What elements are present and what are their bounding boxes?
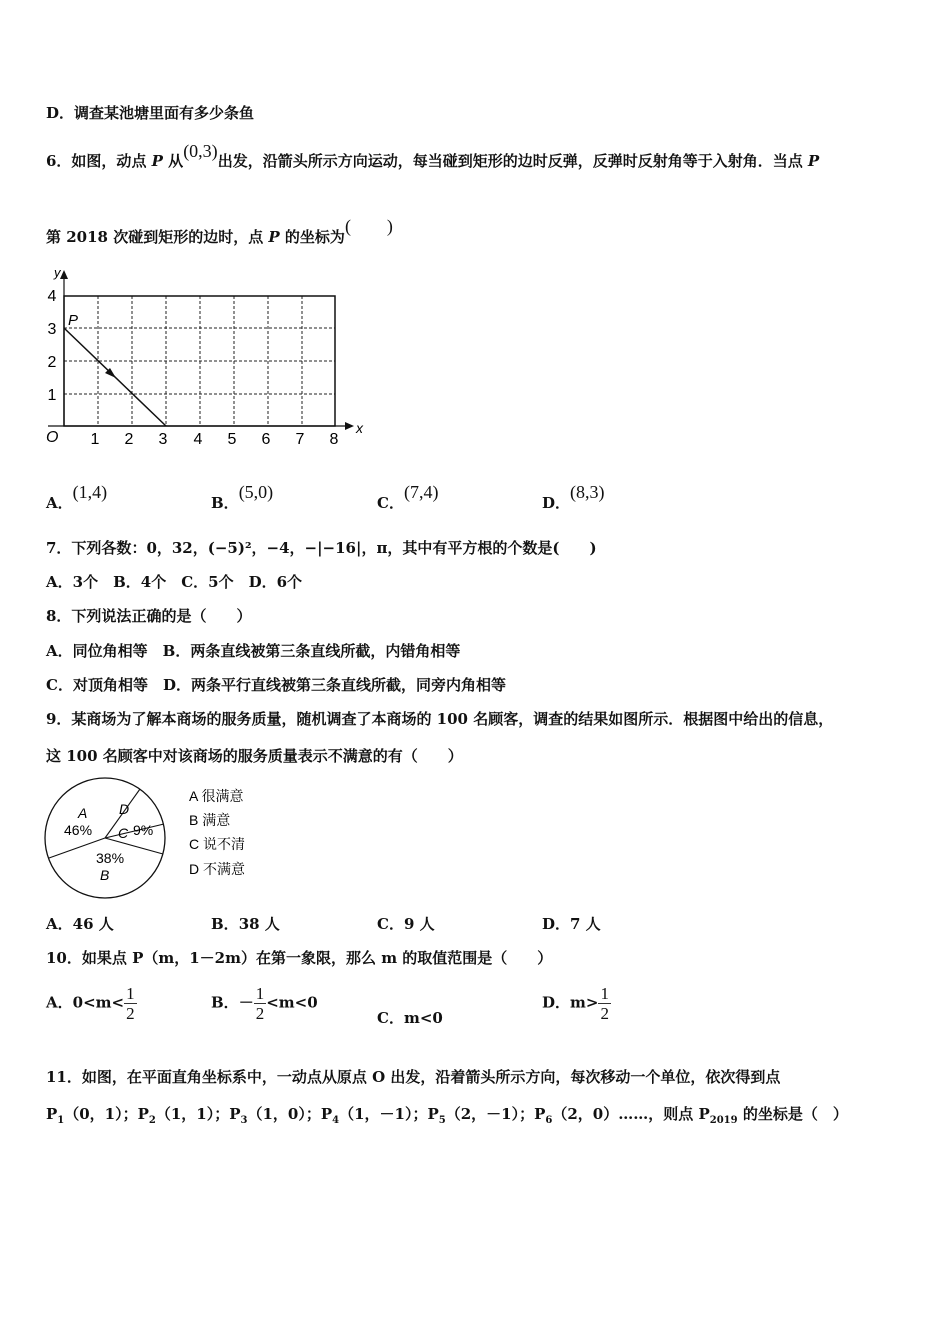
q6-blank-paren: ( ) bbox=[344, 216, 393, 236]
q6-point-p: P bbox=[151, 152, 163, 170]
q11-point-1: $P_1(0$，1）； bbox=[46, 1105, 138, 1126]
q5-option-d: D．调查某池塘里面有多少条鱼 bbox=[46, 104, 255, 122]
q11-stem-line2: $P_1(0$，1）；$P_2(1$，1）；$P_3(1$，0）；$P_4(1$，－1）；$P_5(2$，－1）；$P_6(2$，0）……，则点 $P_{2019}$ 的坐标是（ ） bbox=[46, 1105, 848, 1126]
q11-point-5: $P_5(2$，－1）； bbox=[427, 1105, 535, 1126]
q8-stem: 8．下列说法正确的是（ ） bbox=[46, 607, 252, 625]
q6-option-b: B．(5,0) bbox=[211, 482, 274, 512]
q6-y-arrow-icon bbox=[60, 270, 68, 279]
q6-x-tick-8: 8 bbox=[329, 431, 339, 448]
q9-stem-line1: 9．某商场为了解本商场的服务质量，随机调查了本商场的 100 名顾客，调查的结果如图所示．根据图中给出的信息， bbox=[46, 710, 834, 728]
q9-stem-line2: 这 100 名顾客中对该商场的服务质量表示不满意的有（ ） bbox=[46, 747, 463, 765]
q6-option-d: D．(8,3) bbox=[542, 482, 605, 512]
q9-option-d: D．7 人 bbox=[542, 915, 601, 933]
q7-stem: 7．下列各数：0，32，(−5)²，−4，−|−16|，π，其中有平方根的个数是( ) bbox=[46, 539, 597, 557]
q9-option-a: A．46 人 bbox=[46, 915, 114, 933]
q9-pie-figure bbox=[40, 776, 280, 902]
q6-x-tick-2: 2 bbox=[124, 431, 134, 448]
q6-option-a: A．(1,4) bbox=[46, 482, 108, 512]
q6-y-tick-1: 1 bbox=[47, 387, 57, 404]
q6-y-tick-4: 4 bbox=[47, 288, 57, 305]
q6-x-tick-1: 1 bbox=[90, 431, 100, 448]
q6-stem-line2 bbox=[46, 216, 393, 247]
q9-legend-d: D 不满意 bbox=[189, 861, 245, 877]
q6-y-label: y bbox=[54, 265, 61, 280]
q10-frac-b: $\frac{1}{2}$ bbox=[255, 984, 265, 1023]
q6-start-coord: (0,3) bbox=[183, 141, 218, 161]
q6-x-arrow-icon bbox=[345, 422, 354, 430]
q9-label-d: D bbox=[119, 801, 130, 817]
q9-legend-a: A 很满意 bbox=[189, 788, 244, 804]
q9-legend-c: C 说不清 bbox=[189, 836, 245, 852]
q7-options: A．3个 B．4个 C．5个 D．6个 bbox=[46, 573, 303, 591]
q9-pct-b: 38% bbox=[96, 850, 125, 866]
q8-options-row2: C．对顶角相等 D．两条平行直线被第三条直线所截，同旁内角相等 bbox=[46, 676, 506, 694]
q9-option-b: B．38 人 bbox=[211, 915, 280, 933]
q10-frac-a: $\frac{1}{2}$ bbox=[126, 984, 135, 1023]
q6-y-ticks bbox=[48, 288, 57, 404]
q9-label-a: A bbox=[78, 805, 88, 821]
q11-stem-line1: 11．如图，在平面直角坐标系中，一动点从原点 O 出发，沿着箭头所示方向，每次移动一个单位，依次得到点 bbox=[46, 1068, 781, 1086]
q6-point-p2: P bbox=[807, 152, 820, 170]
q6-from: 从 bbox=[162, 152, 184, 170]
q6-p-label: P bbox=[68, 312, 79, 329]
q6-x-tick-6: 6 bbox=[261, 431, 271, 448]
q10-frac-d: $\frac{1}{2}$ bbox=[600, 984, 609, 1023]
q9-pct-a: 46% bbox=[64, 822, 93, 838]
q6-rest: 出发，沿箭头所示方向运动，每当碰到矩形的边时反弹，反弹时反射角等于入射角．当点 bbox=[217, 152, 808, 170]
q9-pct-c: 9% bbox=[133, 822, 154, 838]
q6-prefix: 6．如图，动点 bbox=[46, 152, 152, 170]
q6-line2b: 的坐标为 bbox=[279, 228, 345, 246]
q9-legend bbox=[189, 788, 245, 877]
q6-line2a: 第 2018 次碰到矩形的边时，点 bbox=[46, 228, 269, 246]
q10-stem: 10．如果点 P（m，1－2m）在第一象限，那么 m 的取值范围是（ ） bbox=[46, 949, 553, 967]
q9-pie-percents bbox=[64, 822, 153, 866]
q11-point-6: $P_6(2$，0）……， bbox=[534, 1105, 664, 1126]
q6-x-tick-3: 3 bbox=[158, 431, 168, 448]
q10-option-d: D．m> $\frac{1}{2}$ bbox=[542, 984, 609, 1023]
q6-x-tick-7: 7 bbox=[295, 431, 305, 448]
q11-point-3: $P_3(1$，0）； bbox=[229, 1105, 321, 1126]
q6-stem-line1 bbox=[46, 141, 820, 171]
q6-grid-lines bbox=[64, 296, 335, 426]
q9-label-b: B bbox=[100, 867, 110, 883]
q6-y-tick-3: 3 bbox=[47, 321, 57, 338]
q6-y-tick-2: 2 bbox=[47, 354, 57, 371]
q11-point-2: $P_2(1$，1）； bbox=[137, 1105, 230, 1126]
q9-label-c: C bbox=[118, 825, 129, 841]
q10-option-b: B．－ $\frac{1}{2}$ <m<0 bbox=[211, 984, 318, 1023]
q10-option-a: A．0<m< $\frac{1}{2}$ bbox=[46, 984, 135, 1023]
q11-point-4: $P_4(1$，－1）； bbox=[320, 1105, 428, 1126]
q9-legend-b: B 满意 bbox=[189, 812, 231, 828]
q6-x-tick-4: 4 bbox=[193, 431, 203, 448]
q6-point-p3: P bbox=[268, 228, 280, 246]
q8-options-row1: A．同位角相等 B．两条直线被第三条直线所截，内错角相等 bbox=[46, 642, 461, 660]
q6-x-label: x bbox=[356, 420, 363, 436]
q9-option-c: C．9 人 bbox=[377, 915, 435, 933]
q6-origin-label: O bbox=[46, 429, 59, 446]
q6-x-ticks bbox=[91, 431, 339, 448]
q10-option-c: C．m<0 bbox=[377, 1009, 443, 1027]
q6-grid-figure bbox=[38, 262, 368, 452]
q6-x-tick-5: 5 bbox=[227, 431, 237, 448]
q6-option-c: C．(7,4) bbox=[377, 482, 439, 512]
